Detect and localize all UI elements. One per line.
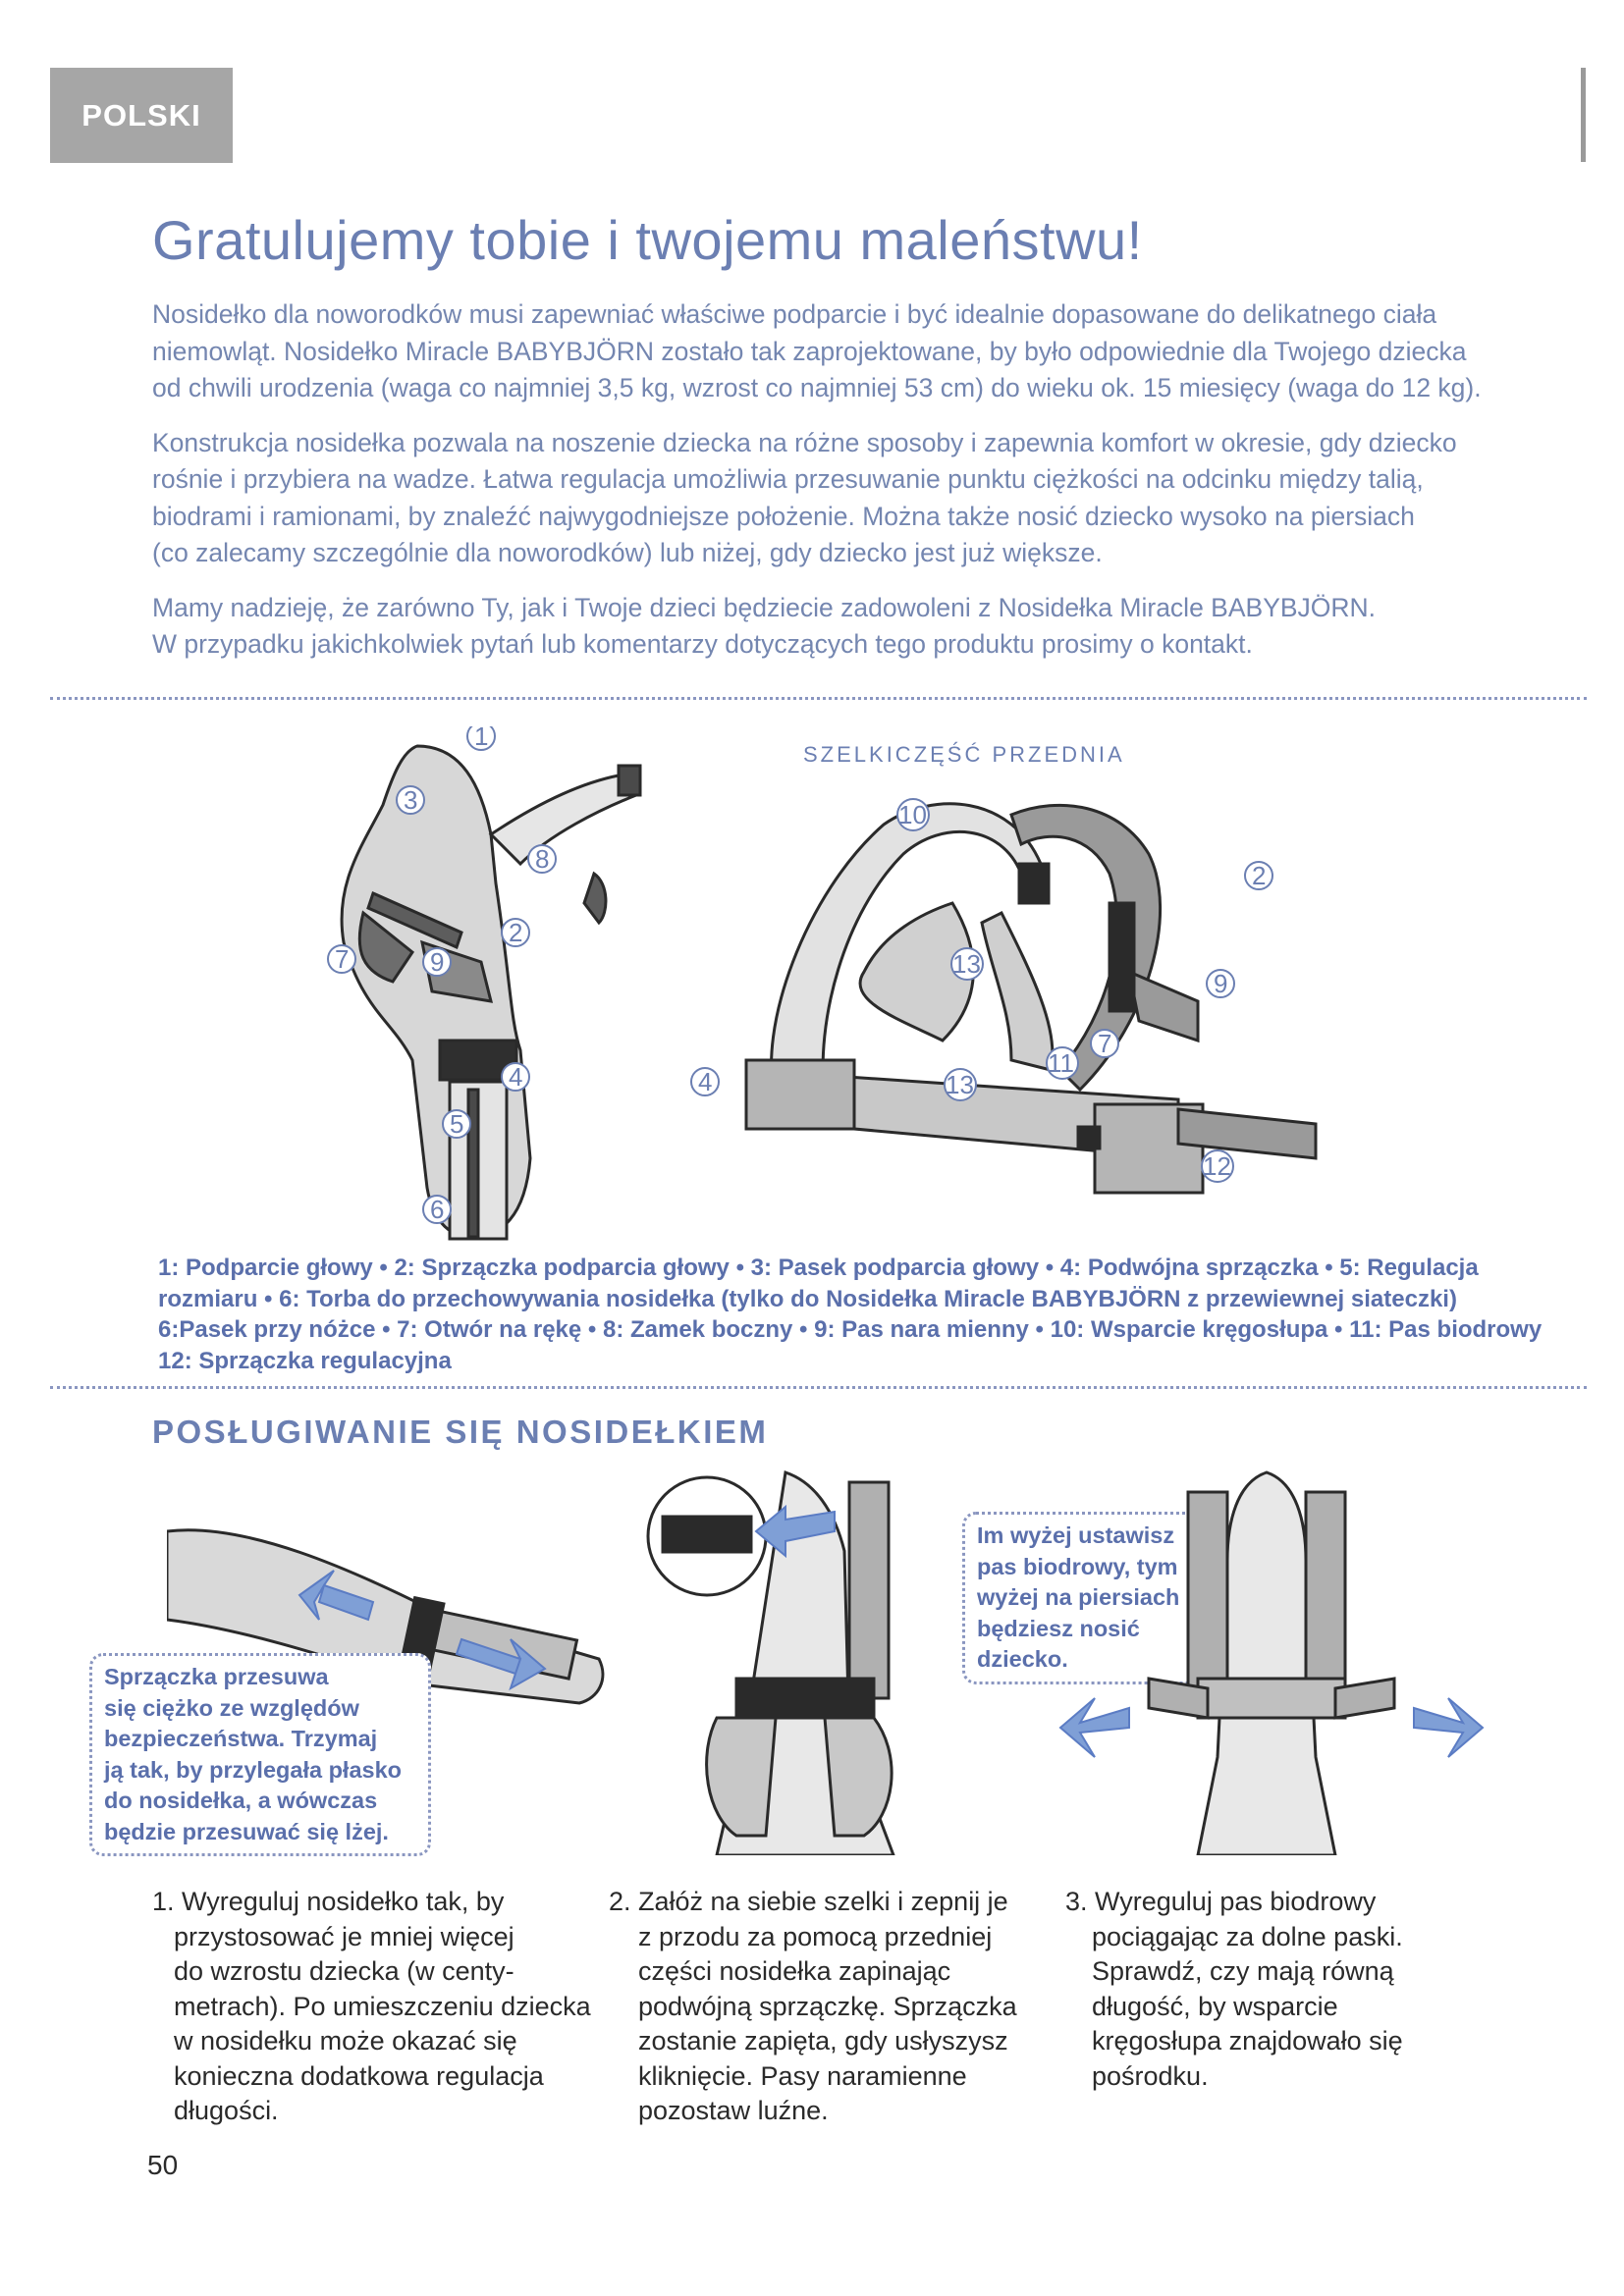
intro-paragraph-2 (152, 425, 1527, 572)
intro-line: rośnie i przybiera na wadze. Łatwa regulacja umożliwia przesuwanie punktu ciężkości na odcinku między talią, (152, 464, 1424, 494)
arrow-pull-left-icon (1060, 1698, 1129, 1757)
callout-number: 12 (1203, 1151, 1231, 1181)
callout-line: dziecko. (977, 1646, 1068, 1672)
intro-line: Konstrukcja nosidełka pozwala na noszenie dziecka na różne sposoby i zapewnia komfort w okresie, gdy dziecko (152, 427, 1457, 457)
callout-line: ją tak, by przylegała płasko (104, 1756, 403, 1783)
section-title: POSŁUGIWANIE SIĘ NOSIDEŁKIEM (152, 1414, 769, 1450)
step-line: pozostaw luźne. (638, 2096, 829, 2125)
page-title: Gratulujemy tobie i twojemu maleństwu! (152, 209, 1143, 271)
step-line: części nosidełka zapinając (638, 1956, 951, 1986)
language-tab: POLSKI (50, 68, 233, 163)
illustration-fasten (638, 1463, 952, 1855)
step-line: z przodu za pomocą przedniej (638, 1921, 993, 1951)
callout-number: 13 (952, 949, 981, 979)
callout-line: się ciężko ze względów (104, 1694, 359, 1721)
callout-line: Im wyżej ustawisz (977, 1522, 1175, 1548)
edge-marker (1581, 68, 1586, 162)
step-line: kliknięcie. Pasy naramienne (638, 2060, 967, 2091)
callout-number: 7 (335, 944, 350, 974)
divider-bottom (50, 1386, 1587, 1389)
intro-text (152, 296, 1527, 681)
callout-number: 5 (450, 1109, 464, 1139)
callout-line: bezpieczeństwa. Trzymaj (104, 1726, 378, 1751)
callout-number: 9 (1214, 969, 1228, 998)
step-line: do wzrostu dziecka (w centy- (174, 1956, 514, 1986)
carrier-diagram-right (687, 775, 1326, 1198)
step-2 (609, 1885, 1017, 2129)
callout-number: 1 (474, 726, 489, 751)
page-number: 50 (147, 2150, 179, 2180)
callout-number: 11 (1048, 1048, 1074, 1078)
callout-number: 3 (404, 785, 418, 815)
intro-line: od chwili urodzenia (waga co najmniej 3,5 kg, wzrost co najmniej 53 cm) do wieku ok. 15 miesięcy (waga do 12 kg). (152, 373, 1482, 402)
step-line: w nosidełku może okazać się (174, 2026, 517, 2056)
step-line: pociągając za dolne paski. (1092, 1921, 1403, 1951)
callout-line: Sprzączka przesuwa (104, 1664, 329, 1689)
step-line: 2. Załóż na siebie szelki i zepnij je (609, 1887, 1008, 1916)
divider-top (50, 697, 1587, 700)
callout-line: będzie przesuwać się lżej. (104, 1818, 389, 1844)
intro-line: niemowląt. Nosidełko Miracle BABYBJÖRN zostało tak zaprojektowane, by było odpowiednie dla Twojego dziecka (152, 336, 1467, 366)
intro-line: W przypadku jakichkolwiek pytań lub komentarzy dotyczących tego produktu prosimy o kontakt. (152, 629, 1253, 659)
step-line: podwójną sprzączkę. Sprzączka (638, 1991, 1017, 2021)
callout-number: 2 (509, 918, 523, 947)
legend-line: 6:Pasek przy nóżce • 7: Otwór na rękę • 8: Zamek boczny • 9: Pas nara mienny • 10: Wsparcie kręgosłupa • 11: Pas biodrowy (158, 1316, 1543, 1343)
legend-line: rozmiaru • 6: Torba do przechowywania nosidełka (tylko do Nosidełka Miracle BABYBJÖRN z przewiewnej siateczki) (158, 1285, 1457, 1312)
callout-number: 13 (946, 1070, 974, 1099)
step-line: Sprawdź, czy mają równą (1092, 1956, 1394, 1986)
callout-number: 4 (509, 1062, 523, 1092)
carrier-diagram-left (324, 726, 677, 1247)
step-line: długość, by wsparcie (1092, 1991, 1338, 2021)
step-line: przystosować je mniej więcej (174, 1921, 514, 1951)
intro-line: biodrami i ramionami, by znaleźć najwygodniejsze położenie. Można także nosić dziecko wysoko na piersiach (152, 501, 1415, 531)
step-line: 3. Wyreguluj pas biodrowy (1065, 1887, 1377, 1916)
callout-number: 2 (1252, 861, 1267, 890)
callout-number: 6 (430, 1195, 445, 1224)
step-line: zostanie zapięta, gdy usłyszysz (638, 2026, 1008, 2056)
step-line: konieczna dodatkowa regulacja (174, 2060, 544, 2091)
step-line: 1. Wyreguluj nosidełko tak, by (152, 1887, 505, 1916)
parts-legend (158, 1253, 1543, 1376)
callout-line: do nosidełka, a wówczas (104, 1788, 378, 1813)
intro-line: Nosidełko dla noworodków musi zapewniać właściwe podparcie i być idealnie dopasowane do delikatnego ciała (152, 299, 1437, 329)
step-line: metrach). Po umieszczeniu dziecka (174, 1991, 591, 2021)
arrow-pull-right-icon (1414, 1698, 1483, 1757)
step-line: długości. (174, 2096, 279, 2125)
callout-number: 9 (430, 947, 445, 977)
callout-line: pas biodrowy, tym (977, 1553, 1178, 1579)
intro-paragraph-3 (152, 590, 1527, 664)
callout-line: wyżej na piersiach (977, 1584, 1180, 1610)
illustration-waist (1051, 1463, 1492, 1855)
step-1 (152, 1885, 591, 2129)
callout-number: 8 (535, 844, 550, 874)
callout-line: będziesz nosić (977, 1615, 1140, 1641)
intro-paragraph-1 (152, 296, 1527, 407)
step-line: kręgosłupa znajdowało się (1092, 2026, 1403, 2056)
callout-number: 10 (898, 800, 927, 829)
intro-line: Mamy nadzieję, że zarówno Ty, jak i Twoje dzieci będziecie zadowoleni z Nosidełka Miracle BABYBJÖRN. (152, 592, 1377, 622)
legend-line: 1: Podparcie głowy • 2: Sprzączka podparcia głowy • 3: Pasek podparcia głowy • 4: Podwójna sprzączka • 5: Regulacja (158, 1255, 1479, 1281)
legend-line: 12: Sprzączka regulacyjna (158, 1347, 452, 1374)
callout-number: 7 (1098, 1029, 1112, 1058)
callout-buckle-tip (89, 1653, 431, 1856)
step-line: pośrodku. (1092, 2060, 1209, 2091)
step-3 (1065, 1885, 1403, 2094)
diagram-label: SZELKICZĘŚĆ PRZEDNIA (803, 742, 1125, 767)
callout-number: 4 (698, 1067, 713, 1096)
intro-line: (co zalecamy szczególnie dla noworodków) lub niżej, gdy dziecko jest już większe. (152, 538, 1103, 567)
